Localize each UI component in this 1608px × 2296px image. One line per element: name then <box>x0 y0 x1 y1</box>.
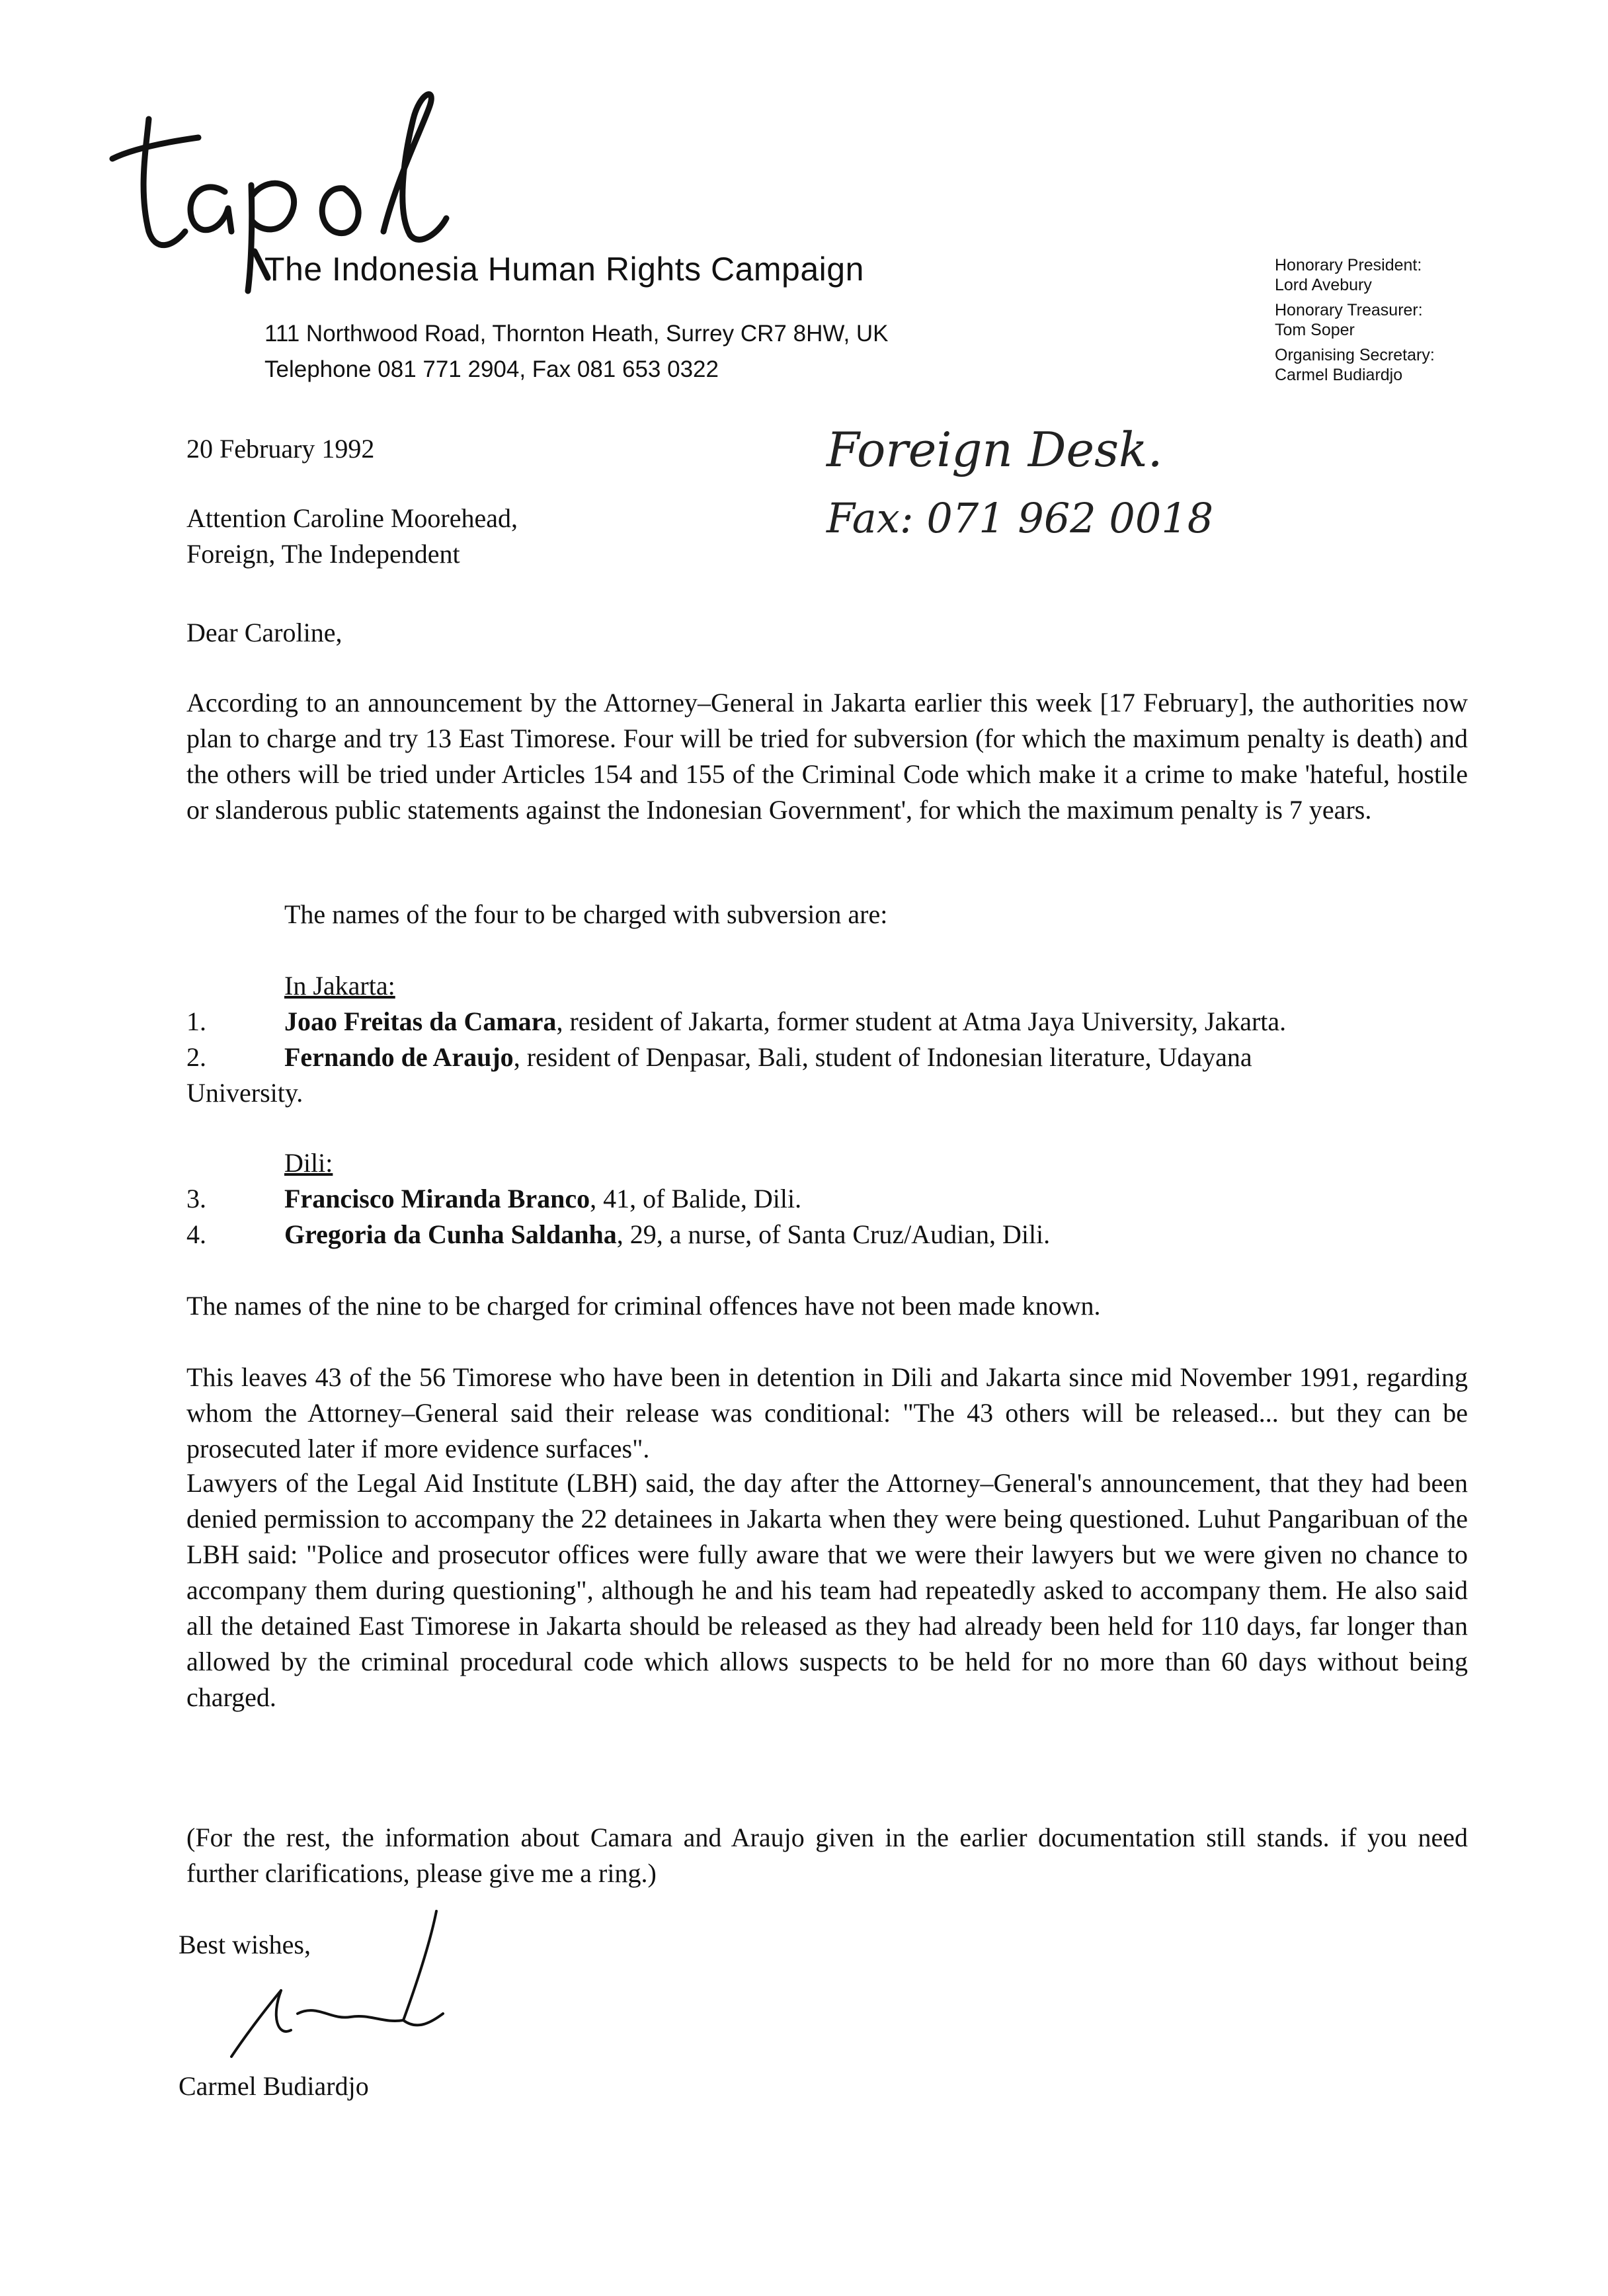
salutation: Dear Caroline, <box>186 618 342 647</box>
list-number: 1. <box>186 1006 206 1036</box>
closing: Best wishes, <box>179 1930 311 1959</box>
officer-role: Honorary President: <box>1275 256 1422 274</box>
person-description-wrap: University. <box>186 1078 303 1108</box>
names-intro: The names of the four to be charged with subversion are: <box>284 899 888 929</box>
attention-line: Attention Caroline Moorehead, <box>186 503 518 533</box>
officer-treasurer <box>1275 300 1435 340</box>
group-heading-jakarta: In Jakarta: <box>284 971 395 1001</box>
officer-president <box>1275 255 1435 295</box>
list-item <box>186 1217 1468 1252</box>
person-name: Joao Freitas da Camara <box>284 1006 557 1036</box>
paragraph: This leaves 43 of the 56 Timorese who have been in detention in Dili and Jakarta since mid November 1991, regarding whom the Attorney–General said their release was conditional: "The 43 others will be released... but they can be prosecuted later if more evidence surfaces". <box>186 1362 1468 1463</box>
officer-name: Carmel Budiardjo <box>1275 366 1403 384</box>
telephone-fax-line: Telephone 081 771 2904, Fax 081 653 0322 <box>264 356 719 382</box>
org-name: The Indonesia Human Rights Campaign <box>264 251 864 288</box>
person-description: , 41, of Balide, Dili. <box>590 1184 802 1213</box>
person-description: , resident of Denpasar, Bali, student of Indonesian literature, Udayana <box>513 1042 1252 1072</box>
paragraph: The names of the nine to be charged for criminal offences have not been made known. <box>186 1291 1101 1321</box>
group-heading-dili: Dili: <box>284 1148 333 1178</box>
address-line: 111 Northwood Road, Thornton Heath, Surrey CR7 8HW, UK <box>264 321 889 347</box>
handwritten-fax-note <box>820 410 1309 555</box>
signer-name: Carmel Budiardjo <box>179 2071 369 2101</box>
person-name: Francisco Miranda Branco <box>284 1184 590 1213</box>
paragraph: Lawyers of the Legal Aid Institute (LBH) said, the day after the Attorney–General's announcement, that they had been denied permission to accompany the 22 detainees in Jakarta when they were being questioned. Luhut Pangaribuan of the LBH said: "Police and prosecutor offices were fully aware that we were their lawyers but we were given no chance to accompany them during questioning", although he and his team had repeatedly asked to accompany them. He also said all the detained East Timorese in Jakarta should be released as they had already been held for 110 days, far longer than allowed by the criminal procedural code which allows suspects to be held for no more than 60 days without being charged. <box>186 1468 1468 1712</box>
person-description: , 29, a nurse, of Santa Cruz/Audian, Dili. <box>616 1219 1051 1249</box>
list-item <box>186 1040 1468 1108</box>
officer-secretary <box>1275 345 1435 385</box>
officer-role: Organising Secretary: <box>1275 346 1435 364</box>
officers-list <box>1275 255 1435 390</box>
attention-block <box>186 501 518 572</box>
handwritten-signature <box>218 1905 456 2070</box>
list-number: 3. <box>186 1184 206 1213</box>
list-number: 4. <box>186 1219 206 1249</box>
list-item <box>186 1181 1468 1217</box>
letter-date: 20 February 1992 <box>186 434 375 464</box>
officer-name: Tom Soper <box>1275 321 1355 339</box>
handwritten-line-2: Fax: 071 962 0018 <box>826 494 1214 542</box>
org-address <box>264 316 889 388</box>
paragraph: (For the rest, the information about Camara and Araujo given in the earlier documentation still stands. if you need further clarifications, please give me a ring.) <box>186 1823 1468 1888</box>
officer-role: Honorary Treasurer: <box>1275 301 1423 319</box>
list-item <box>186 1004 1468 1040</box>
attention-line: Foreign, The Independent <box>186 539 460 569</box>
handwritten-line-1: Foreign Desk. <box>826 422 1163 477</box>
list-number: 2. <box>186 1042 206 1072</box>
paragraph: According to an announcement by the Attorney–General in Jakarta earlier this week [17 February], the authorities now plan to charge and try 13 East Timorese. Four will be tried for subversion (for which the maximum penalty is death) and the others will be tried under Articles 154 and 155 of the Criminal Code which make it a crime to make 'hateful, hostile or slanderous public statements against the Indonesian Government', for which the maximum penalty is 7 years. <box>186 688 1468 825</box>
officer-name: Lord Avebury <box>1275 276 1372 294</box>
person-name: Gregoria da Cunha Saldanha <box>284 1219 617 1249</box>
person-name: Fernando de Araujo <box>284 1042 514 1072</box>
person-description: , resident of Jakarta, former student at Atma Jaya University, Jakarta. <box>556 1006 1287 1036</box>
